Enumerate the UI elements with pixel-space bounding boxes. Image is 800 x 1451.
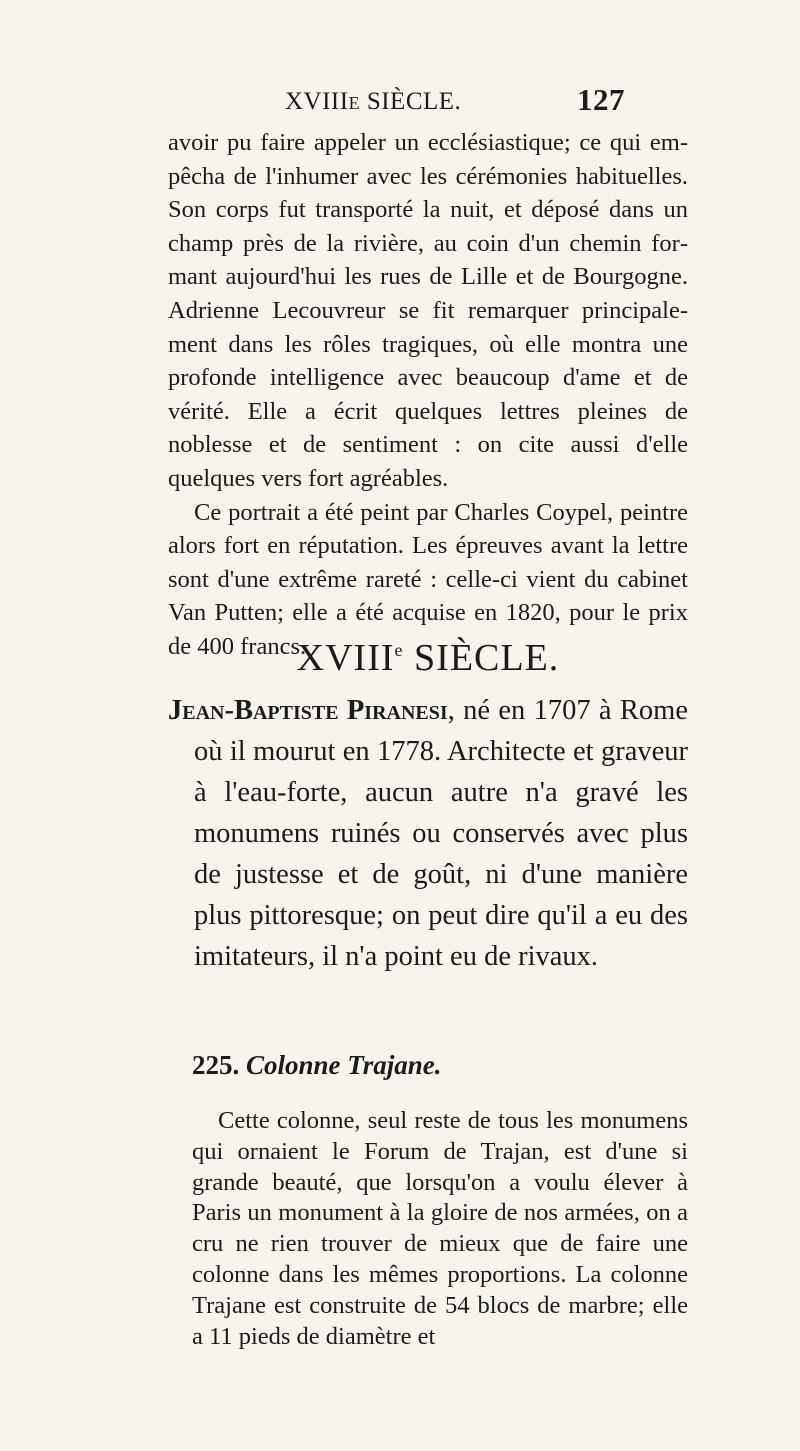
section-heading [168, 636, 688, 680]
section-heading-main: XVIII [296, 637, 395, 679]
intro-paragraph-1: avoir pu faire appeler un ecclésiastique; ce qui empêcha de l'inhumer avec les cérémonies habituelles. Son corps fut transporté la nuit, et déposé dans un champ près de la rivière, au coin d'un chemin formant aujourd'hui les rues de Lille et de Bourgogne. Adrienne Lecouvreur se fit remarquer principalement dans les rôles tragiques, où elle montra une profonde intelligence avec beaucoup d'ame et de vérité. Elle a écrit quelques lettres pleines de noblesse et de sentiment : on cite aussi d'elle quelques vers fort agréables. [168, 129, 688, 492]
running-head [285, 82, 625, 122]
entry-number: 225. [192, 1050, 240, 1080]
intro-paragraph-2: Ce portrait a été peint par Charles Coypel, peintre alors fort en réputation. Les épreuves avant la lettre sont d'une extrême rareté : celle-ci vient du cabinet Van Putten; elle a été acquise en 1820, pour le prix de 400 francs. [168, 498, 688, 660]
section-heading-rest: SIÈCLE. [403, 637, 560, 679]
entry-text [192, 1106, 688, 1352]
artist-bio: , né en 1707 à Rome où il mourut en 1778. Architecte et graveur à l'eau-forte, aucun autre n'a gravé les monumens ruinés ou conservés avec plus de justesse et de goût, ni d'une manière plus pittoresque; on peut dire qu'il a eu des imitateurs, il n'a point eu de rivaux. [194, 695, 688, 972]
intro-text [168, 126, 688, 664]
section-heading-superscript: e [394, 640, 404, 660]
entry-title: Colonne Trajane. [246, 1050, 442, 1080]
page-number: 127 [577, 82, 625, 117]
artist-name: Jean-Baptiste Piranesi [168, 695, 448, 726]
entry-paragraph: Cette colonne, seul reste de tous les monumens qui ornaient le Forum de Trajan, est d'une si grande beauté, que lorsqu'on a voulu élever à Paris un monument à la gloire de nos armées, on a cru ne rien trouver de mieux que de faire une colonne dans les mêmes proportions. La colonne Trajane est construite de 54 blocs de marbre; elle a 11 pieds de diamètre et [192, 1107, 688, 1350]
artist-paragraph [168, 690, 688, 977]
artist-biography [168, 690, 688, 977]
running-title: XVIIIe SIÈCLE. [285, 88, 462, 115]
entry-heading [192, 1050, 442, 1081]
